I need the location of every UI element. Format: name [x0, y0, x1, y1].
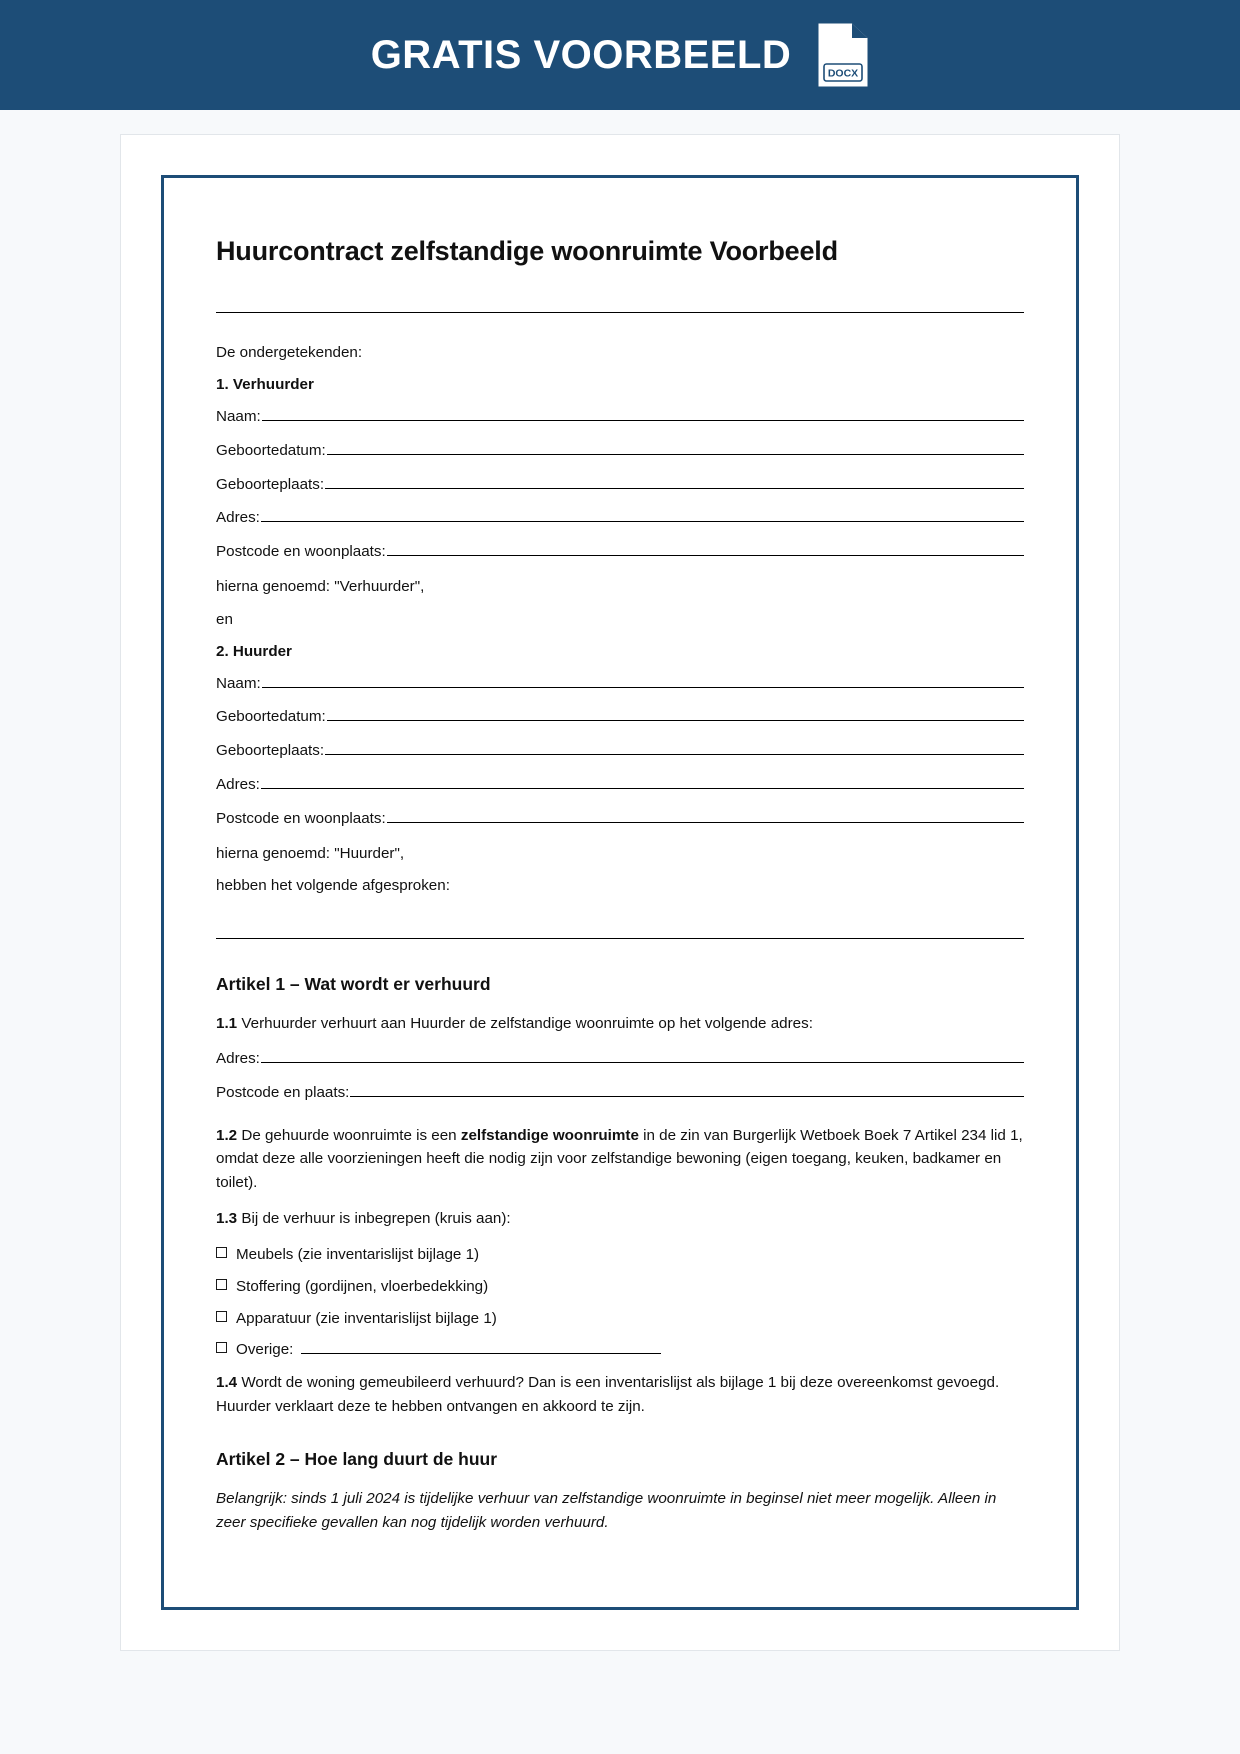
- verhuurder-geboortedatum-label: Geboortedatum:: [216, 441, 326, 459]
- huurder-naam-input[interactable]: [262, 674, 1024, 688]
- article-1-heading: Artikel 1 – Wat wordt er verhuurd: [216, 973, 491, 994]
- verhuurder-postcode-label: Postcode en woonplaats:: [216, 543, 386, 561]
- verhuurder-geboortedatum-row: [216, 440, 1024, 463]
- clause-1-2-emphasis: zelfstandige woonruimte: [460, 1126, 639, 1144]
- title-divider: [216, 312, 1024, 313]
- connector-en: en: [216, 610, 233, 628]
- huurder-postcode-input[interactable]: [387, 809, 1024, 823]
- checkbox-icon[interactable]: [216, 1279, 227, 1290]
- checkbox-label-apparatuur: Apparatuur (zie inventarislijst bijlage 1): [236, 1309, 497, 1327]
- verhuurder-geboorteplaats-input[interactable]: [325, 475, 1024, 489]
- clause-1-2-text-part1: De gehuurde woonruimte is een: [237, 1126, 461, 1144]
- article-2-note: Belangrijk: sinds 1 juli 2024 is tijdelijke verhuur van zelfstandige woonruimte in beginsel niet meer mogelijk. Alleen in zeer specifieke gevallen kan nog tijdelijk worden verhuurd.: [216, 1489, 997, 1531]
- verhuurder-postcode-input[interactable]: [387, 542, 1024, 556]
- huurder-naam-row: [216, 673, 1024, 696]
- huurder-geboortedatum-label: Geboortedatum:: [216, 708, 326, 726]
- woonruimte-adres-label: Adres:: [216, 1050, 260, 1068]
- top-banner: [0, 0, 1240, 110]
- page-wrapper: [0, 110, 1240, 1691]
- verhuurder-geboorteplaats-row: [216, 474, 1024, 497]
- docx-file-icon: [817, 22, 869, 88]
- article-2-heading: Artikel 2 – Hoe lang duurt de huur: [216, 1449, 498, 1470]
- verhuurder-geboortedatum-input[interactable]: [327, 441, 1024, 455]
- huurder-postcode-row: [216, 808, 1024, 831]
- clause-1-3-text: Bij de verhuur is inbegrepen (kruis aan):: [237, 1210, 511, 1228]
- clause-1-3-number: 1.3: [216, 1210, 238, 1228]
- checkbox-label-overige: Overige:: [236, 1341, 294, 1359]
- woonruimte-postcode-row: [216, 1082, 1024, 1105]
- checkbox-option-apparatuur[interactable]: [216, 1308, 1024, 1331]
- verhuurder-naam-label: Naam:: [216, 407, 261, 425]
- clause-1-4: [216, 1371, 1024, 1418]
- clause-1-1-text: Verhuurder verhuurt aan Huurder de zelfstandige woonruimte op het volgende adres:: [237, 1014, 813, 1032]
- section-divider: [216, 938, 1024, 939]
- clause-1-2: [216, 1124, 1024, 1195]
- verhuurder-naam-input[interactable]: [262, 407, 1024, 421]
- verhuurder-alias: hierna genoemd: "Verhuurder",: [216, 577, 425, 595]
- paper-sheet: [120, 134, 1120, 1651]
- verhuurder-adres-row: [216, 507, 1024, 530]
- checkbox-label-meubels: Meubels (zie inventarislijst bijlage 1): [236, 1245, 480, 1263]
- checkbox-icon[interactable]: [216, 1247, 227, 1258]
- document-frame: [161, 175, 1079, 1610]
- woonruimte-adres-input[interactable]: [261, 1049, 1024, 1063]
- intro-lead: De ondergetekenden:: [216, 343, 363, 361]
- huurder-geboortedatum-input[interactable]: [327, 707, 1024, 721]
- huurder-geboorteplaats-label: Geboorteplaats:: [216, 742, 325, 760]
- huurder-postcode-label: Postcode en woonplaats:: [216, 809, 386, 827]
- spacer: [216, 1116, 1024, 1124]
- page-title: Huurcontract zelfstandige woonruimte Voorbeeld: [216, 236, 838, 266]
- checkbox-icon[interactable]: [216, 1342, 227, 1353]
- clause-1-4-text: Wordt de woning gemeubileerd verhuurd? Dan is een inventarislijst als bijlage 1 bij deze overeenkomst gevoegd. Huurder verklaart deze te hebben ontvangen en akkoord te zijn.: [216, 1374, 1000, 1415]
- agreement-line: hebben het volgende afgesproken:: [216, 877, 450, 895]
- huurder-geboortedatum-row: [216, 706, 1024, 729]
- svg-text:DOCX: DOCX: [828, 67, 859, 80]
- clause-1-1-number: 1.1: [216, 1014, 238, 1032]
- party-2-heading: 2. Huurder: [216, 643, 292, 661]
- overige-input[interactable]: [301, 1340, 661, 1354]
- woonruimte-postcode-label: Postcode en plaats:: [216, 1083, 350, 1101]
- huurder-geboorteplaats-row: [216, 740, 1024, 763]
- verhuurder-adres-input[interactable]: [261, 508, 1024, 522]
- huurder-geboorteplaats-input[interactable]: [325, 741, 1024, 755]
- huurder-alias: hierna genoemd: "Huurder",: [216, 844, 405, 862]
- woonruimte-adres-row: [216, 1048, 1024, 1071]
- checkbox-option-stoffering[interactable]: [216, 1276, 1024, 1299]
- clause-1-3: [216, 1207, 1024, 1231]
- clause-1-2-number: 1.2: [216, 1126, 238, 1144]
- huurder-adres-row: [216, 774, 1024, 797]
- verhuurder-adres-label: Adres:: [216, 509, 260, 527]
- clause-1-1: [216, 1012, 1024, 1036]
- banner-title: GRATIS VOORBEELD: [370, 33, 792, 77]
- verhuurder-naam-row: [216, 406, 1024, 429]
- verhuurder-postcode-row: [216, 541, 1024, 564]
- checkbox-icon[interactable]: [216, 1311, 227, 1322]
- woonruimte-postcode-input[interactable]: [350, 1083, 1024, 1097]
- checkbox-option-meubels[interactable]: [216, 1244, 1024, 1267]
- huurder-adres-input[interactable]: [261, 775, 1024, 789]
- party-1-heading: 1. Verhuurder: [216, 376, 314, 394]
- huurder-naam-label: Naam:: [216, 674, 261, 692]
- checkbox-label-stoffering: Stoffering (gordijnen, vloerbedekking): [236, 1277, 489, 1295]
- verhuurder-geboorteplaats-label: Geboorteplaats:: [216, 475, 325, 493]
- clause-1-4-number: 1.4: [216, 1374, 238, 1392]
- clause-1-2-text-part2: in de zin van Burgerlijk Wetboek Boek 7 Artikel 234 lid 1, omdat deze alle voorzieningen heeft die nodig zijn voor zelfstandige bewoning (eigen toegang, keuken, badkamer en toilet).: [216, 1126, 1023, 1191]
- huurder-adres-label: Adres:: [216, 776, 260, 794]
- checkbox-option-overige[interactable]: [216, 1339, 1024, 1362]
